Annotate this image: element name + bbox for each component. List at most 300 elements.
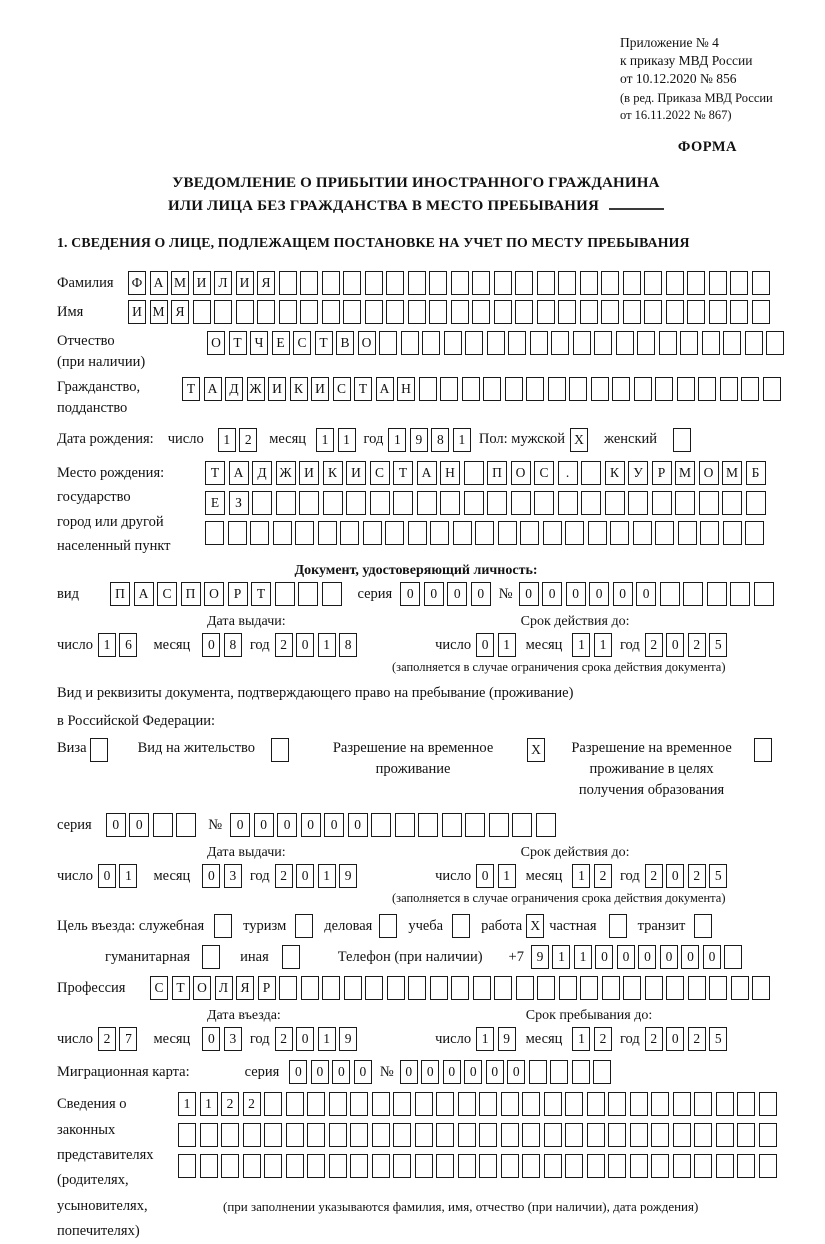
char-cell[interactable] — [458, 1123, 476, 1147]
char-cell[interactable] — [494, 976, 512, 1000]
char-cell[interactable]: М — [675, 461, 695, 485]
char-cell[interactable] — [415, 1092, 433, 1116]
char-cell[interactable]: 1 — [574, 945, 592, 969]
char-cell[interactable]: Т — [393, 461, 413, 485]
char-cell[interactable] — [569, 377, 587, 401]
char-cell[interactable] — [655, 377, 673, 401]
char-cell[interactable] — [530, 331, 548, 355]
char-cell[interactable] — [436, 1092, 454, 1116]
char-cell[interactable] — [395, 813, 415, 837]
char-cell[interactable] — [221, 1123, 239, 1147]
char-cell[interactable]: 0 — [301, 813, 321, 837]
char-cell[interactable]: 1 — [572, 864, 590, 888]
char-cell[interactable]: О — [358, 331, 376, 355]
char-cell[interactable]: А — [204, 377, 222, 401]
char-cell[interactable]: Я — [236, 976, 254, 1000]
char-cell[interactable] — [520, 521, 539, 545]
char-cell[interactable] — [307, 1154, 325, 1178]
char-cell[interactable] — [422, 331, 440, 355]
char-cell[interactable] — [243, 1123, 261, 1147]
char-cell[interactable]: 1 — [98, 633, 116, 657]
char-cell[interactable]: 1 — [318, 1027, 336, 1051]
char-cell[interactable]: 0 — [566, 582, 586, 606]
char-cell[interactable] — [200, 1154, 218, 1178]
char-cell[interactable] — [601, 271, 619, 295]
char-cell[interactable] — [666, 300, 684, 324]
char-cell[interactable] — [301, 976, 319, 1000]
char-cell[interactable]: 0 — [311, 1060, 329, 1084]
char-cell[interactable] — [178, 1123, 196, 1147]
checkbox-cell[interactable] — [202, 945, 220, 969]
char-cell[interactable]: С — [534, 461, 554, 485]
char-cell[interactable]: О — [193, 976, 211, 1000]
char-cell[interactable] — [752, 271, 770, 295]
char-cell[interactable] — [393, 1123, 411, 1147]
char-cell[interactable]: 2 — [243, 1092, 261, 1116]
char-cell[interactable] — [465, 331, 483, 355]
char-cell[interactable]: У — [628, 461, 648, 485]
char-cell[interactable] — [737, 1092, 755, 1116]
char-cell[interactable]: 1 — [498, 864, 516, 888]
char-cell[interactable] — [279, 300, 297, 324]
char-cell[interactable]: О — [204, 582, 224, 606]
char-cell[interactable] — [608, 1154, 626, 1178]
char-cell[interactable]: 2 — [594, 1027, 612, 1051]
char-cell[interactable] — [429, 271, 447, 295]
char-cell[interactable] — [688, 976, 706, 1000]
char-cell[interactable]: 9 — [339, 864, 357, 888]
char-cell[interactable] — [385, 521, 404, 545]
char-cell[interactable] — [587, 1092, 605, 1116]
char-cell[interactable] — [298, 582, 318, 606]
char-cell[interactable] — [723, 331, 741, 355]
char-cell[interactable] — [386, 300, 404, 324]
checkbox-cell[interactable] — [271, 738, 289, 762]
char-cell[interactable]: 0 — [106, 813, 126, 837]
char-cell[interactable] — [464, 461, 484, 485]
char-cell[interactable]: 2 — [275, 864, 293, 888]
char-cell[interactable]: А — [229, 461, 249, 485]
char-cell[interactable] — [451, 976, 469, 1000]
char-cell[interactable]: А — [417, 461, 437, 485]
char-cell[interactable]: Я — [257, 271, 275, 295]
char-cell[interactable] — [673, 1092, 691, 1116]
char-cell[interactable]: А — [150, 271, 168, 295]
char-cell[interactable] — [372, 1123, 390, 1147]
char-cell[interactable] — [501, 1092, 519, 1116]
char-cell[interactable] — [214, 300, 232, 324]
char-cell[interactable]: 9 — [531, 945, 549, 969]
char-cell[interactable] — [580, 271, 598, 295]
char-cell[interactable]: 1 — [453, 428, 471, 452]
char-cell[interactable]: 0 — [296, 1027, 314, 1051]
char-cell[interactable] — [408, 521, 427, 545]
checkbox-cell[interactable] — [609, 914, 627, 938]
char-cell[interactable]: Д — [225, 377, 243, 401]
char-cell[interactable]: 1 — [338, 428, 356, 452]
char-cell[interactable] — [508, 331, 526, 355]
char-cell[interactable] — [415, 1154, 433, 1178]
char-cell[interactable] — [694, 1123, 712, 1147]
char-cell[interactable] — [515, 300, 533, 324]
checkbox-cell[interactable] — [379, 914, 397, 938]
char-cell[interactable] — [573, 331, 591, 355]
char-cell[interactable]: . — [558, 461, 578, 485]
char-cell[interactable] — [633, 521, 652, 545]
char-cell[interactable]: 1 — [572, 633, 590, 657]
char-cell[interactable] — [273, 521, 292, 545]
char-cell[interactable] — [724, 945, 742, 969]
char-cell[interactable]: М — [171, 271, 189, 295]
char-cell[interactable] — [544, 1123, 562, 1147]
checkbox-cell[interactable] — [214, 914, 232, 938]
char-cell[interactable] — [630, 1123, 648, 1147]
char-cell[interactable]: 2 — [221, 1092, 239, 1116]
char-cell[interactable]: С — [333, 377, 351, 401]
char-cell[interactable] — [588, 521, 607, 545]
char-cell[interactable]: Т — [182, 377, 200, 401]
char-cell[interactable] — [587, 1123, 605, 1147]
char-cell[interactable] — [322, 271, 340, 295]
char-cell[interactable] — [344, 976, 362, 1000]
char-cell[interactable] — [386, 271, 404, 295]
char-cell[interactable]: И — [193, 271, 211, 295]
char-cell[interactable]: Ч — [250, 331, 268, 355]
char-cell[interactable] — [707, 582, 727, 606]
checkbox-cell[interactable] — [452, 914, 470, 938]
char-cell[interactable] — [551, 331, 569, 355]
char-cell[interactable] — [323, 491, 343, 515]
char-cell[interactable]: 2 — [688, 864, 706, 888]
char-cell[interactable] — [451, 271, 469, 295]
char-cell[interactable]: К — [323, 461, 343, 485]
char-cell[interactable] — [754, 582, 774, 606]
char-cell[interactable] — [408, 976, 426, 1000]
char-cell[interactable] — [537, 271, 555, 295]
char-cell[interactable]: Н — [397, 377, 415, 401]
char-cell[interactable] — [487, 491, 507, 515]
char-cell[interactable] — [252, 491, 272, 515]
char-cell[interactable] — [537, 300, 555, 324]
char-cell[interactable] — [730, 271, 748, 295]
char-cell[interactable]: А — [376, 377, 394, 401]
char-cell[interactable]: 0 — [681, 945, 699, 969]
char-cell[interactable] — [709, 271, 727, 295]
char-cell[interactable] — [565, 1092, 583, 1116]
char-cell[interactable] — [264, 1154, 282, 1178]
char-cell[interactable] — [515, 271, 533, 295]
char-cell[interactable] — [279, 976, 297, 1000]
char-cell[interactable] — [746, 491, 766, 515]
char-cell[interactable] — [417, 491, 437, 515]
char-cell[interactable] — [593, 1060, 611, 1084]
char-cell[interactable]: 0 — [519, 582, 539, 606]
char-cell[interactable] — [673, 1123, 691, 1147]
char-cell[interactable] — [644, 271, 662, 295]
char-cell[interactable]: К — [290, 377, 308, 401]
char-cell[interactable]: 1 — [318, 864, 336, 888]
char-cell[interactable] — [702, 331, 720, 355]
char-cell[interactable]: Л — [214, 271, 232, 295]
char-cell[interactable] — [300, 300, 318, 324]
char-cell[interactable] — [221, 1154, 239, 1178]
char-cell[interactable]: В — [336, 331, 354, 355]
char-cell[interactable]: 0 — [507, 1060, 525, 1084]
char-cell[interactable] — [558, 271, 576, 295]
char-cell[interactable] — [529, 1060, 547, 1084]
char-cell[interactable] — [430, 521, 449, 545]
char-cell[interactable] — [479, 1092, 497, 1116]
char-cell[interactable] — [307, 1092, 325, 1116]
char-cell[interactable] — [543, 521, 562, 545]
char-cell[interactable] — [602, 976, 620, 1000]
char-cell[interactable] — [365, 271, 383, 295]
char-cell[interactable] — [699, 491, 719, 515]
char-cell[interactable] — [465, 813, 485, 837]
checkbox-cell[interactable]: X — [526, 914, 544, 938]
char-cell[interactable]: С — [293, 331, 311, 355]
char-cell[interactable]: П — [487, 461, 507, 485]
char-cell[interactable]: М — [150, 300, 168, 324]
char-cell[interactable] — [587, 1154, 605, 1178]
char-cell[interactable]: 2 — [98, 1027, 116, 1051]
char-cell[interactable] — [526, 377, 544, 401]
char-cell[interactable]: 0 — [324, 813, 344, 837]
char-cell[interactable]: 6 — [119, 633, 137, 657]
char-cell[interactable]: И — [311, 377, 329, 401]
char-cell[interactable] — [458, 1092, 476, 1116]
char-cell[interactable] — [558, 491, 578, 515]
char-cell[interactable] — [544, 1092, 562, 1116]
char-cell[interactable] — [370, 491, 390, 515]
char-cell[interactable] — [501, 1154, 519, 1178]
char-cell[interactable]: С — [150, 976, 168, 1000]
char-cell[interactable] — [205, 521, 224, 545]
char-cell[interactable] — [429, 300, 447, 324]
char-cell[interactable] — [200, 1123, 218, 1147]
char-cell[interactable] — [479, 1154, 497, 1178]
char-cell[interactable] — [430, 976, 448, 1000]
char-cell[interactable] — [393, 1154, 411, 1178]
char-cell[interactable] — [591, 377, 609, 401]
char-cell[interactable] — [675, 491, 695, 515]
char-cell[interactable] — [709, 976, 727, 1000]
char-cell[interactable] — [630, 1154, 648, 1178]
char-cell[interactable] — [444, 331, 462, 355]
char-cell[interactable]: Д — [252, 461, 272, 485]
char-cell[interactable] — [752, 976, 770, 1000]
char-cell[interactable] — [548, 377, 566, 401]
char-cell[interactable]: 5 — [709, 864, 727, 888]
char-cell[interactable]: 8 — [431, 428, 449, 452]
char-cell[interactable] — [651, 1154, 669, 1178]
char-cell[interactable] — [153, 813, 173, 837]
char-cell[interactable]: 0 — [296, 864, 314, 888]
char-cell[interactable] — [436, 1123, 454, 1147]
char-cell[interactable] — [372, 1154, 390, 1178]
char-cell[interactable] — [176, 813, 196, 837]
char-cell[interactable]: О — [511, 461, 531, 485]
char-cell[interactable] — [329, 1154, 347, 1178]
char-cell[interactable]: 9 — [498, 1027, 516, 1051]
char-cell[interactable] — [329, 1092, 347, 1116]
char-cell[interactable]: 0 — [424, 582, 444, 606]
char-cell[interactable] — [558, 300, 576, 324]
char-cell[interactable] — [722, 491, 742, 515]
char-cell[interactable]: Ж — [276, 461, 296, 485]
char-cell[interactable] — [387, 976, 405, 1000]
checkbox-cell[interactable] — [90, 738, 108, 762]
char-cell[interactable]: 5 — [709, 1027, 727, 1051]
char-cell[interactable] — [498, 521, 517, 545]
char-cell[interactable] — [479, 1123, 497, 1147]
char-cell[interactable]: И — [346, 461, 366, 485]
char-cell[interactable]: 0 — [202, 864, 220, 888]
char-cell[interactable] — [350, 1123, 368, 1147]
char-cell[interactable]: 1 — [476, 1027, 494, 1051]
char-cell[interactable]: М — [722, 461, 742, 485]
char-cell[interactable]: 2 — [688, 1027, 706, 1051]
char-cell[interactable] — [628, 491, 648, 515]
char-cell[interactable] — [408, 271, 426, 295]
char-cell[interactable]: 0 — [703, 945, 721, 969]
char-cell[interactable] — [716, 1154, 734, 1178]
char-cell[interactable]: З — [229, 491, 249, 515]
char-cell[interactable]: 1 — [178, 1092, 196, 1116]
char-cell[interactable] — [440, 377, 458, 401]
char-cell[interactable]: И — [236, 271, 254, 295]
char-cell[interactable]: 1 — [200, 1092, 218, 1116]
char-cell[interactable]: Р — [228, 582, 248, 606]
char-cell[interactable] — [766, 331, 784, 355]
char-cell[interactable]: 0 — [542, 582, 562, 606]
char-cell[interactable]: Р — [258, 976, 276, 1000]
char-cell[interactable] — [559, 976, 577, 1000]
checkbox-cell[interactable]: X — [570, 428, 588, 452]
char-cell[interactable] — [594, 331, 612, 355]
char-cell[interactable]: П — [110, 582, 130, 606]
char-cell[interactable]: И — [128, 300, 146, 324]
char-cell[interactable] — [716, 1123, 734, 1147]
char-cell[interactable] — [666, 271, 684, 295]
char-cell[interactable] — [623, 271, 641, 295]
checkbox-cell[interactable] — [295, 914, 313, 938]
char-cell[interactable]: 9 — [339, 1027, 357, 1051]
char-cell[interactable] — [462, 377, 480, 401]
char-cell[interactable] — [720, 377, 738, 401]
char-cell[interactable]: 0 — [348, 813, 368, 837]
char-cell[interactable] — [737, 1123, 755, 1147]
char-cell[interactable] — [453, 521, 472, 545]
char-cell[interactable]: 7 — [119, 1027, 137, 1051]
char-cell[interactable] — [494, 271, 512, 295]
char-cell[interactable]: 0 — [486, 1060, 504, 1084]
char-cell[interactable]: 0 — [289, 1060, 307, 1084]
char-cell[interactable]: С — [370, 461, 390, 485]
char-cell[interactable] — [673, 1154, 691, 1178]
char-cell[interactable] — [698, 377, 716, 401]
char-cell[interactable] — [759, 1123, 777, 1147]
char-cell[interactable]: 1 — [218, 428, 236, 452]
char-cell[interactable] — [634, 377, 652, 401]
char-cell[interactable]: 0 — [354, 1060, 372, 1084]
char-cell[interactable] — [472, 271, 490, 295]
char-cell[interactable] — [178, 1154, 196, 1178]
checkbox-cell[interactable] — [673, 428, 691, 452]
char-cell[interactable] — [505, 377, 523, 401]
char-cell[interactable]: Т — [205, 461, 225, 485]
char-cell[interactable]: 0 — [129, 813, 149, 837]
char-cell[interactable] — [401, 331, 419, 355]
char-cell[interactable] — [652, 491, 672, 515]
char-cell[interactable] — [723, 521, 742, 545]
char-cell[interactable]: Т — [172, 976, 190, 1000]
char-cell[interactable] — [522, 1123, 540, 1147]
char-cell[interactable]: Е — [272, 331, 290, 355]
char-cell[interactable]: 0 — [476, 864, 494, 888]
char-cell[interactable]: 2 — [645, 1027, 663, 1051]
char-cell[interactable] — [286, 1123, 304, 1147]
char-cell[interactable] — [680, 331, 698, 355]
char-cell[interactable]: 0 — [202, 1027, 220, 1051]
char-cell[interactable]: 5 — [709, 633, 727, 657]
char-cell[interactable] — [442, 813, 462, 837]
char-cell[interactable]: 2 — [275, 633, 293, 657]
char-cell[interactable] — [687, 271, 705, 295]
char-cell[interactable] — [501, 1123, 519, 1147]
char-cell[interactable] — [572, 1060, 590, 1084]
char-cell[interactable] — [745, 521, 764, 545]
char-cell[interactable]: 0 — [464, 1060, 482, 1084]
char-cell[interactable] — [350, 1154, 368, 1178]
char-cell[interactable] — [475, 521, 494, 545]
char-cell[interactable] — [436, 1154, 454, 1178]
char-cell[interactable]: Ж — [247, 377, 265, 401]
char-cell[interactable]: Н — [440, 461, 460, 485]
char-cell[interactable] — [322, 300, 340, 324]
checkbox-cell[interactable]: X — [527, 738, 545, 762]
char-cell[interactable]: 2 — [645, 864, 663, 888]
char-cell[interactable] — [655, 521, 674, 545]
char-cell[interactable] — [522, 1092, 540, 1116]
char-cell[interactable]: О — [699, 461, 719, 485]
char-cell[interactable] — [637, 331, 655, 355]
char-cell[interactable]: 2 — [239, 428, 257, 452]
char-cell[interactable] — [264, 1092, 282, 1116]
char-cell[interactable]: 0 — [666, 1027, 684, 1051]
char-cell[interactable] — [730, 300, 748, 324]
char-cell[interactable]: 0 — [589, 582, 609, 606]
char-cell[interactable]: Т — [251, 582, 271, 606]
char-cell[interactable] — [683, 582, 703, 606]
char-cell[interactable] — [623, 976, 641, 1000]
char-cell[interactable] — [329, 1123, 347, 1147]
char-cell[interactable] — [340, 521, 359, 545]
char-cell[interactable] — [415, 1123, 433, 1147]
char-cell[interactable] — [581, 491, 601, 515]
char-cell[interactable] — [228, 521, 247, 545]
char-cell[interactable] — [419, 377, 437, 401]
char-cell[interactable]: Т — [354, 377, 372, 401]
char-cell[interactable]: 0 — [660, 945, 678, 969]
char-cell[interactable] — [612, 377, 630, 401]
char-cell[interactable] — [418, 813, 438, 837]
char-cell[interactable]: 0 — [202, 633, 220, 657]
char-cell[interactable] — [343, 271, 361, 295]
char-cell[interactable] — [322, 976, 340, 1000]
char-cell[interactable] — [451, 300, 469, 324]
char-cell[interactable]: 0 — [277, 813, 297, 837]
